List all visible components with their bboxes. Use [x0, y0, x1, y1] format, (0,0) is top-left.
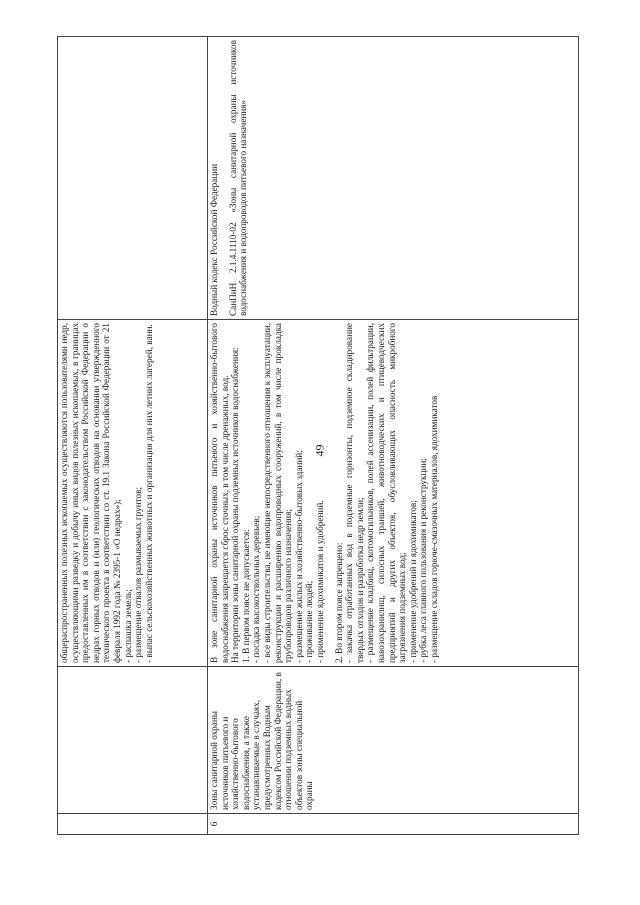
req-text: - размещение отвалов размываемых грунтов; [133, 487, 144, 663]
req-text: - размещение кладбищ, скотомогильников, полей ассенизации, полей фильтрации, навозохранилищ, силосных траншей, животноводческих и птицеводческих предприятий и других объектов, обусловливающих опасность микробного загрязнения подземных вод; [365, 323, 408, 663]
cell-sources-prev [58, 37, 208, 320]
cell-sources [208, 37, 579, 320]
cell-zone: Зоны санитарной охраны источников питьевого и хозяйственно-бытового водоснабжения, а также устанавливаемые в случаях, предусмотренных Водным кодексом Российской Федерации, в отношении подземных водных объектов зоны специальной охраны [208, 667, 579, 814]
table-row-previous [58, 37, 208, 835]
page-number: 49 [312, 444, 327, 457]
regulation-table-rotated [57, 40, 579, 835]
req-text: 2. Во втором поясе запрещено: [333, 542, 344, 663]
req-text: - закачка отработанных вод в подземные горизонты, подземное складирование твердых отходов и разработка недр земли; [344, 323, 365, 663]
req-text: На территории зоны санитарной охраны подземных источников водоснабжения: [230, 347, 241, 663]
req-text: - размещение жилых и хозяйственно-бытовых зданий; [293, 450, 304, 663]
req-text: - применение удобрений и ядохимикатов; [407, 500, 418, 663]
req-text: - посадка высокоствольных деревьев; [251, 515, 262, 663]
source-text: СанПиН 2.1.4.1110-02 «Зоны санитарной охраны источников водоснабжения и водопроводов питьевого назначения» [227, 40, 249, 316]
req-text: - применение ядохимикатов и удобрений. [314, 500, 325, 663]
cell-requirements [208, 320, 579, 667]
table-row-6 [208, 37, 579, 835]
cell-requirements-prev [58, 320, 208, 667]
cell-zone-prev [58, 667, 208, 814]
spacer [220, 40, 228, 316]
source-text: Водный кодекс Российской Федерации [209, 163, 219, 316]
req-text: - выпас сельскохозяйственных животных и организация для них летних лагерей, ванн. [143, 324, 154, 663]
req-text: 1. В первом поясе не допускается: [240, 529, 251, 663]
req-text: общераспространенных полезных ископаемых осуществляются пользователями недр, осуществляющими разведку и добычу иных видов полезных ископаемых, в границах предоставленных им в соответствии с законодательством Российской Федерации о недрах горных отводов и (или) геологических отводов на основании утвержденного технического проекта в соответствии со ст. 19.1 Закона Российской Федерации от 21 февраля 1992 года № 2395-1 «О недрах»); [59, 323, 122, 663]
req-text: - все виды строительства, не имеющие непосредственного отношения к эксплуатации, реконструкции и расширению водопроводных сооружений, в том числе прокладка трубопроводов различного назначения; [261, 323, 294, 663]
cell-num: 6 [208, 814, 579, 835]
req-text: - размещение складов горюче-смазочных материалов, ядохимикатов [428, 395, 439, 663]
regulation-table [57, 36, 579, 835]
req-text: - проживание людей; [304, 580, 315, 663]
spacer [326, 323, 334, 663]
req-text: - рубка леса главного пользования и реконструкции; [418, 458, 429, 663]
req-text: В зоне санитарной охраны источников питьевого и хозяйственно-бытового водоснабжения запрещается сброс сточных, в том числе дренажных, вод. [209, 323, 230, 663]
cell-num-prev [58, 814, 208, 835]
req-text: - распашка земель; [122, 589, 133, 663]
